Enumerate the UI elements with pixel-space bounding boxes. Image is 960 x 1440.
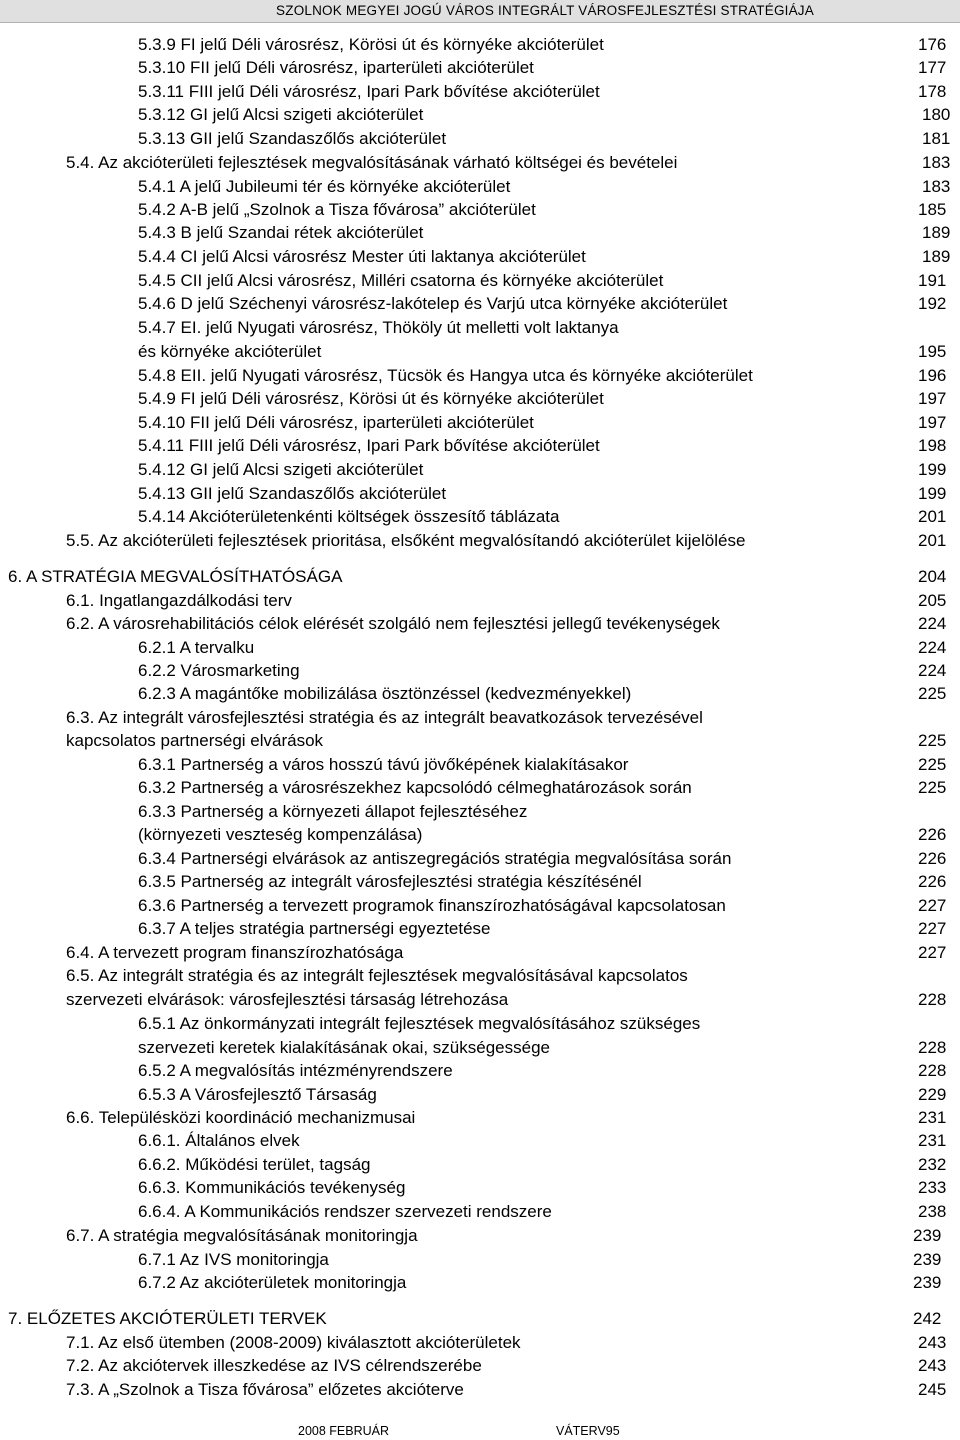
toc-entry-page-number: 225 bbox=[918, 731, 947, 750]
toc-entry-title: 6.3.5 Partnerség az integrált városfejlesztési stratégia készítésénél bbox=[138, 872, 642, 891]
toc-entry bbox=[0, 1271, 960, 1294]
toc-entry-title: 6. A STRATÉGIA MEGVALÓSÍTHATÓSÁGA bbox=[8, 567, 343, 586]
toc-entry-page-number: 196 bbox=[918, 366, 947, 385]
toc-entry-page-number: 176 bbox=[918, 35, 947, 54]
toc-entry-title: 5.4.7 EI. jelű Nyugati városrész, Thököly út melletti volt laktanya bbox=[138, 318, 619, 337]
toc-entry-page-number: 231 bbox=[918, 1131, 947, 1150]
toc-entry-page-number: 199 bbox=[918, 460, 947, 479]
toc-entry-title: 5.4.12 GI jelű Alcsi szigeti akcióterület bbox=[138, 460, 424, 479]
toc-entry-title: 6.6.4. A Kommunikációs rendszer szervezeti rendszere bbox=[138, 1202, 552, 1221]
toc-entry bbox=[0, 847, 960, 870]
header-title: SZOLNOK MEGYEI JOGÚ VÁROS INTEGRÁLT VÁROSFEJLESZTÉSI STRATÉGIÁJA bbox=[276, 3, 814, 18]
toc-entry bbox=[0, 800, 960, 823]
toc-entry-title: 6.5.2 A megvalósítás intézményrendszere bbox=[138, 1061, 453, 1080]
toc-entry-title: 5.4.8 EII. jelű Nyugati városrész, Tücsök és Hangya utca és környéke akcióterület bbox=[138, 366, 753, 385]
toc-entry bbox=[0, 1153, 960, 1176]
toc-entry bbox=[0, 1354, 960, 1377]
toc-entry-page-number: 231 bbox=[918, 1108, 947, 1127]
toc-entry-page-number: 192 bbox=[918, 294, 947, 313]
toc-entry-page-number: 239 bbox=[913, 1226, 942, 1245]
toc-entry-page-number: 181 bbox=[922, 129, 951, 148]
toc-entry bbox=[0, 364, 960, 387]
toc-entry bbox=[0, 175, 960, 198]
toc-entry bbox=[0, 245, 960, 268]
toc-entry bbox=[0, 1036, 960, 1059]
toc-entry bbox=[0, 894, 960, 917]
toc-entry bbox=[0, 753, 960, 776]
toc-entry-page-number: 233 bbox=[918, 1178, 947, 1197]
toc-entry bbox=[0, 387, 960, 410]
toc-entry-page-number: 185 bbox=[918, 200, 947, 219]
toc-entry-title: 5.4.10 FII jelű Déli városrész, iparterületi akcióterület bbox=[138, 413, 534, 432]
toc-entry bbox=[0, 1331, 960, 1354]
toc-entry-page-number: 226 bbox=[918, 849, 947, 868]
toc-entry bbox=[0, 340, 960, 363]
toc-entry bbox=[0, 127, 960, 150]
toc-entry-page-number: 180 bbox=[922, 105, 951, 124]
toc-entry-page-number: 225 bbox=[918, 778, 947, 797]
toc-entry-page-number: 243 bbox=[918, 1333, 947, 1352]
toc-entry-title: 6.5.1 Az önkormányzati integrált fejlesztések megvalósításához szükséges bbox=[138, 1014, 701, 1033]
toc-entry-page-number: 228 bbox=[918, 1061, 947, 1080]
toc-entry bbox=[0, 292, 960, 315]
footer-organization: VÁTERV95 bbox=[556, 1424, 620, 1438]
toc-entry-page-number: 232 bbox=[918, 1155, 947, 1174]
toc-entry bbox=[0, 636, 960, 659]
toc-entry bbox=[0, 659, 960, 682]
toc-entry-page-number: 197 bbox=[918, 413, 947, 432]
toc-entry-page-number: 204 bbox=[918, 567, 947, 586]
toc-entry bbox=[0, 458, 960, 481]
toc-entry-page-number: 243 bbox=[918, 1356, 947, 1375]
toc-entry-page-number: 229 bbox=[918, 1085, 947, 1104]
toc-entry-title: és környéke akcióterület bbox=[138, 342, 322, 361]
toc-entry bbox=[0, 33, 960, 56]
toc-entry bbox=[0, 56, 960, 79]
toc-entry-page-number: 239 bbox=[913, 1273, 942, 1292]
toc-entry bbox=[0, 316, 960, 339]
toc-entry-title: 5.4.9 FI jelű Déli városrész, Körösi út és környéke akcióterület bbox=[138, 389, 604, 408]
toc-entry-page-number: 189 bbox=[922, 223, 951, 242]
toc-entry-title: 6.3.1 Partnerség a város hosszú távú jövőképének kialakításakor bbox=[138, 755, 629, 774]
toc-entry-page-number: 177 bbox=[918, 58, 947, 77]
toc-entry-title: 6.7.2 Az akcióterületek monitoringja bbox=[138, 1273, 407, 1292]
toc-entry-page-number: 224 bbox=[918, 614, 947, 633]
toc-entry-title: 5.3.12 GI jelű Alcsi szigeti akcióterület bbox=[138, 105, 424, 124]
toc-entry bbox=[0, 964, 960, 987]
toc-entry-title: 6.6. Településközi koordináció mechanizmusai bbox=[66, 1108, 416, 1127]
toc-entry-page-number: 189 bbox=[922, 247, 951, 266]
toc-entry-page-number: 245 bbox=[918, 1380, 947, 1399]
toc-entry bbox=[0, 729, 960, 752]
toc-entry-title: 7.3. A „Szolnok a Tisza fővárosa” előzetes akcióterve bbox=[66, 1380, 464, 1399]
toc-entry bbox=[0, 482, 960, 505]
toc-entry-page-number: 242 bbox=[913, 1309, 942, 1328]
toc-entry bbox=[0, 565, 960, 588]
toc-entry-title: 5.4.6 D jelű Széchenyi városrész-lakótelep és Varjú utca környéke akcióterület bbox=[138, 294, 728, 313]
toc-entry bbox=[0, 1248, 960, 1271]
toc-entry-page-number: 225 bbox=[918, 755, 947, 774]
toc-entry-page-number: 225 bbox=[918, 684, 947, 703]
toc-entry-title: 6.7.1 Az IVS monitoringja bbox=[138, 1250, 329, 1269]
toc-entry-title: 6.6.1. Általános elvek bbox=[138, 1131, 300, 1150]
page-footer bbox=[0, 1422, 960, 1440]
toc-entry-page-number: 201 bbox=[918, 507, 947, 526]
toc-entry-title: 5.4.2 A-B jelű „Szolnok a Tisza fővárosa” akcióterület bbox=[138, 200, 536, 219]
toc-entry bbox=[0, 434, 960, 457]
toc-entry-title: 6.2.2 Városmarketing bbox=[138, 661, 300, 680]
toc-entry-title: 5.3.10 FII jelű Déli városrész, iparterületi akcióterület bbox=[138, 58, 534, 77]
toc-entry bbox=[0, 1083, 960, 1106]
toc-entry-title: 5.4. Az akcióterületi fejlesztések megvalósításának várható költségei és bevételei bbox=[66, 153, 678, 172]
toc-entry bbox=[0, 706, 960, 729]
toc-entry-page-number: 224 bbox=[918, 661, 947, 680]
toc-entry-title: 5.4.4 CI jelű Alcsi városrész Mester úti laktanya akcióterület bbox=[138, 247, 586, 266]
toc-entry-page-number: 197 bbox=[918, 389, 947, 408]
toc-entry-title: 5.4.5 CII jelű Alcsi városrész, Milléri csatorna és környéke akcióterület bbox=[138, 271, 664, 290]
toc-entry-title: 6.3.2 Partnerség a városrészekhez kapcsolódó célmeghatározások során bbox=[138, 778, 692, 797]
toc-entry bbox=[0, 1378, 960, 1401]
toc-entry-page-number: 201 bbox=[918, 531, 947, 550]
toc-entry-page-number: 227 bbox=[918, 896, 947, 915]
toc-entry bbox=[0, 776, 960, 799]
toc-entry-title: 5.3.13 GII jelű Szandaszőlős akcióterület bbox=[138, 129, 447, 148]
toc-entry-title: 7.2. Az akciótervek illeszkedése az IVS célrendszerébe bbox=[66, 1356, 482, 1375]
toc-entry-title: 5.4.13 GII jelű Szandaszőlős akcióterület bbox=[138, 484, 447, 503]
toc-entry bbox=[0, 1059, 960, 1082]
toc-entry-page-number: 195 bbox=[918, 342, 947, 361]
toc-entry-page-number: 239 bbox=[913, 1250, 942, 1269]
toc-entry bbox=[0, 198, 960, 221]
toc-entry bbox=[0, 1012, 960, 1035]
toc-entry bbox=[0, 1307, 960, 1330]
toc-entry-page-number: 226 bbox=[918, 825, 947, 844]
toc-entry bbox=[0, 411, 960, 434]
toc-entry bbox=[0, 269, 960, 292]
toc-entry-title: 5.3.11 FIII jelű Déli városrész, Ipari Park bővítése akcióterület bbox=[138, 82, 600, 101]
toc-entry-page-number: 198 bbox=[918, 436, 947, 455]
toc-entry-title: 6.5. Az integrált stratégia és az integrált fejlesztések megvalósításával kapcsolatos bbox=[66, 966, 688, 985]
toc-entry-page-number: 224 bbox=[918, 638, 947, 657]
toc-entry-page-number: 191 bbox=[918, 271, 947, 290]
toc-entry-page-number: 183 bbox=[922, 153, 951, 172]
toc-entry-page-number: 238 bbox=[918, 1202, 947, 1221]
toc-entry-title: 5.4.14 Akcióterületenkénti költségek összesítő táblázata bbox=[138, 507, 560, 526]
toc-entry bbox=[0, 505, 960, 528]
toc-entry-title: 5.3.9 FI jelű Déli városrész, Körösi út és környéke akcióterület bbox=[138, 35, 604, 54]
toc-entry-title: 7.1. Az első ütemben (2008-2009) kiválasztott akcióterületek bbox=[66, 1333, 521, 1352]
toc-entry bbox=[0, 103, 960, 126]
toc-entry bbox=[0, 1176, 960, 1199]
toc-entry-title: 5.4.3 B jelű Szandai rétek akcióterület bbox=[138, 223, 424, 242]
toc-entry bbox=[0, 612, 960, 635]
toc-entry bbox=[0, 589, 960, 612]
toc-entry bbox=[0, 1224, 960, 1247]
toc-entry-title: (környezeti veszteség kompenzálása) bbox=[138, 825, 423, 844]
toc-entry-title: 6.3.6 Partnerség a tervezett programok finanszírozhatóságával kapcsolatosan bbox=[138, 896, 726, 915]
toc-entry-title: 6.4. A tervezett program finanszírozhatósága bbox=[66, 943, 404, 962]
toc-entry-page-number: 228 bbox=[918, 990, 947, 1009]
toc-entry-title: 6.2.3 A magántőke mobilizálása ösztönzéssel (kedvezményekkel) bbox=[138, 684, 632, 703]
toc-entry-page-number: 227 bbox=[918, 943, 947, 962]
toc-entry-title: 5.4.11 FIII jelű Déli városrész, Ipari Park bővítése akcióterület bbox=[138, 436, 600, 455]
toc-entry bbox=[0, 1200, 960, 1223]
toc-entry bbox=[0, 988, 960, 1011]
toc-entry-title: 6.1. Ingatlangazdálkodási terv bbox=[66, 591, 292, 610]
toc-entry-title: kapcsolatos partnerségi elvárások bbox=[66, 731, 324, 750]
toc-entry-title: 5.4.1 A jelű Jubileumi tér és környéke akcióterület bbox=[138, 177, 511, 196]
toc-entry-title: 6.3.3 Partnerség a környezeti állapot fejlesztéséhez bbox=[138, 802, 528, 821]
toc-entry-title: szervezeti keretek kialakításának okai, szükségessége bbox=[138, 1038, 550, 1057]
toc-entry-title: 6.3.7 A teljes stratégia partnerségi egyeztetése bbox=[138, 919, 491, 938]
toc-entry bbox=[0, 870, 960, 893]
toc-entry-title: 6.5.3 A Városfejlesztő Társaság bbox=[138, 1085, 377, 1104]
toc-entry-page-number: 199 bbox=[918, 484, 947, 503]
toc-entry-title: 6.6.3. Kommunikációs tevékenység bbox=[138, 1178, 406, 1197]
toc-entry bbox=[0, 221, 960, 244]
toc-entry bbox=[0, 1129, 960, 1152]
toc-entry bbox=[0, 80, 960, 103]
toc-entry bbox=[0, 917, 960, 940]
toc-entry-title: 6.3.4 Partnerségi elvárások az antiszegregációs stratégia megvalósítása során bbox=[138, 849, 732, 868]
toc-entry bbox=[0, 529, 960, 552]
toc-entry bbox=[0, 941, 960, 964]
toc-entry-title: szervezeti elvárások: városfejlesztési társaság létrehozása bbox=[66, 990, 509, 1009]
toc-entry-page-number: 183 bbox=[922, 177, 951, 196]
toc-entry-title: 6.7. A stratégia megvalósításának monitoringja bbox=[66, 1226, 418, 1245]
toc-entry-title: 5.5. Az akcióterületi fejlesztések prioritása, elsőként megvalósítandó akcióterület kijelölése bbox=[66, 531, 746, 550]
toc-entry-page-number: 228 bbox=[918, 1038, 947, 1057]
toc-entry-title: 6.2. A városrehabilitációs célok elérését szolgáló nem fejlesztési jellegű tevékenységek bbox=[66, 614, 720, 633]
toc-entry bbox=[0, 682, 960, 705]
footer-date: 2008 FEBRUÁR bbox=[298, 1424, 390, 1438]
toc-entry-title: 7. ELŐZETES AKCIÓTERÜLETI TERVEK bbox=[8, 1309, 327, 1328]
toc-entry-title: 6.3. Az integrált városfejlesztési stratégia és az integrált beavatkozások tervezésével bbox=[66, 708, 703, 727]
toc-entry-title: 6.2.1 A tervalku bbox=[138, 638, 255, 657]
toc-entry-page-number: 226 bbox=[918, 872, 947, 891]
toc-entry bbox=[0, 823, 960, 846]
toc-entry-title: 6.6.2. Működési terület, tagság bbox=[138, 1155, 371, 1174]
toc-entry bbox=[0, 151, 960, 174]
toc-entry-page-number: 205 bbox=[918, 591, 947, 610]
toc-entry-page-number: 227 bbox=[918, 919, 947, 938]
toc-entry bbox=[0, 1106, 960, 1129]
toc-entry-page-number: 178 bbox=[918, 82, 947, 101]
